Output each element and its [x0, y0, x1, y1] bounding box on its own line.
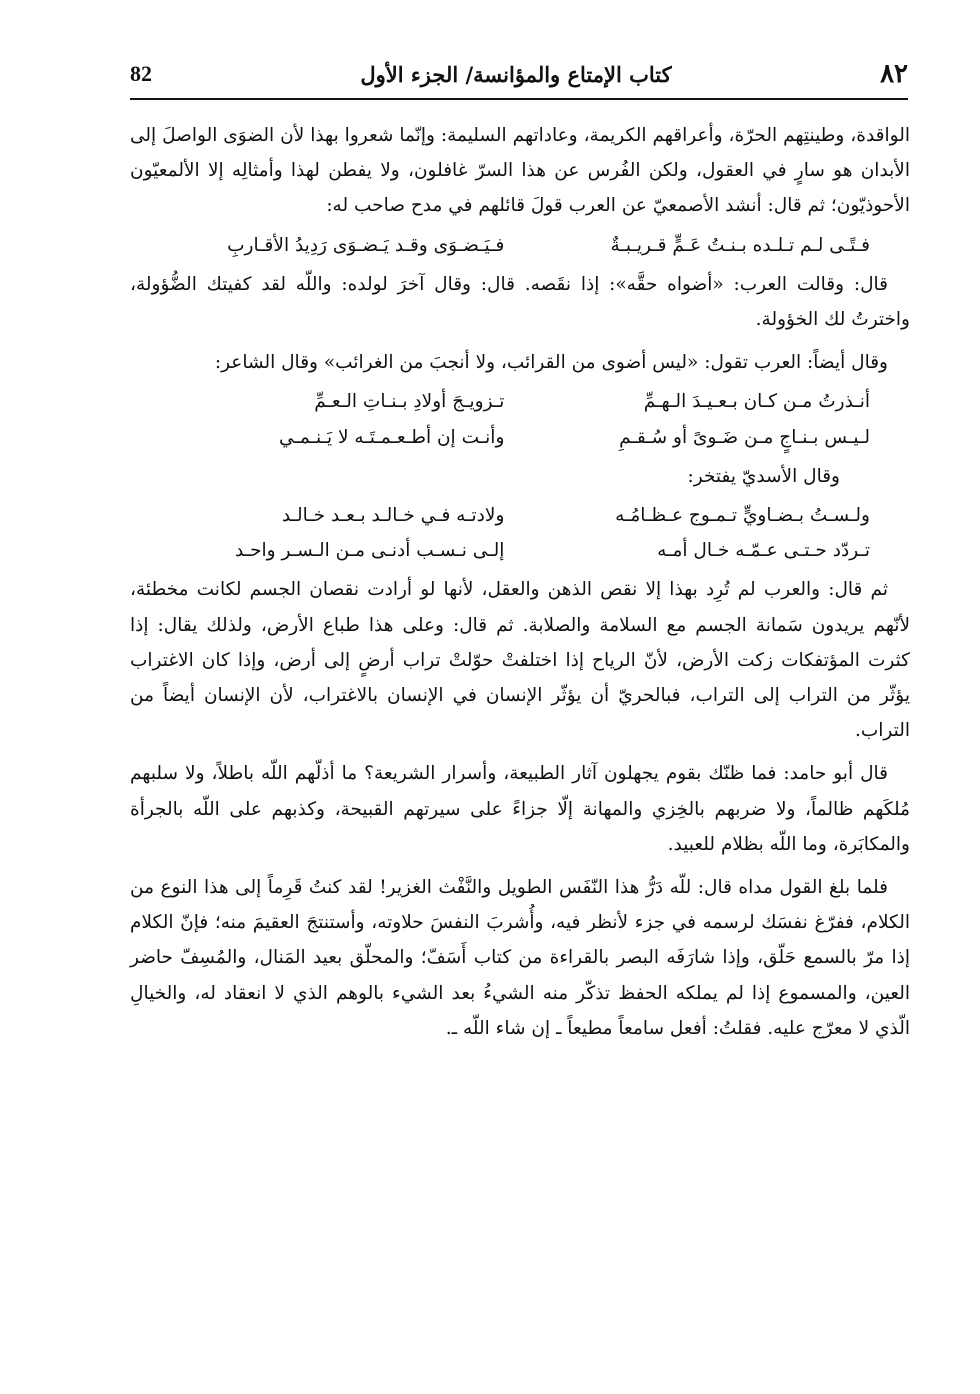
verse-line: [130, 498, 910, 533]
verse-line: [130, 420, 910, 455]
verse-left-hemistich: فـيَـضـوَى وقـد يَـضـوَى رَدِيدُ الأقـاربِ: [227, 234, 505, 256]
paragraph-4: ثم قال: والعرب لم تُرِد بهذا إلا نقص الذهن والعقل، لأنها لو أرادت نقصان الجسم لكانت مخطئة، لأنّهم يريدون سَمانة الجسم مع السلامة والصلابة. ثم قال: وعلى هذا طباع الأرض، ولذلك يقال: إذا كثرت المؤتفكات زكت الأرض، لأنّ الرياح إذا اختلفتْ حوّلتْ تراب أرضٍ إلى أرض، وإذا كان الاغتراب يؤثّر من التراب إلى التراب، فبالحريّ أن يؤثّر الإنسان في الإنسان بالاغتراب، لأن الإنسان أيضاً من التراب.: [130, 579, 910, 742]
running-header: [130, 54, 908, 94]
verse-line: [130, 228, 910, 263]
verse-left-hemistich: إلـى نـسـب أدنـى مـن الـسـر واحـد: [234, 540, 505, 562]
paragraph-6: فلما بلغ القول مداه قال: للّه دَرُّ هذا النّفَس الطويل والنَّفْث الغزير! لقد كنتُ قَرِماً إلى هذا النوع من الكلام، ففرّغ نفسَك لرسمه في جزء لأنظر فيه، وأُشربَ النفسَ حلاوته، وأستنتجَ العقيمَ منه؛ فإنّ الكلام إذا مرّ بالسمع حَلّق، وإذا شارَفَه البصر بالقراءة من كتاب أَسَفّ؛ والمحلّق بعيد المَنال، والمُسِفّ حاضر العين، والمسموع إذا لم يملكه الحفظ تذكّر منه الشيءُ بعد الشيء بالوهم الذي لا انعقاد له، والخيالِ الّذي لا معرّج عليه. فقلتُ: أفعل سامعاً مطيعاً ـ إن شاء اللّه ـ.: [130, 877, 910, 1039]
verse-left-hemistich: ولادتـه فـي خـالـد بـعـد خـالـد: [281, 505, 505, 527]
verse-3-intro: وقال الأسديّ يفتخر:: [687, 465, 840, 487]
verse-right-hemistich: لـيـس بـنـاجٍ مـن ضَـوىً أو سُـقـمِ: [619, 426, 870, 448]
verse-right-hemistich: فـتًـى لـم تـلـده بـنـتُ عَـمٍّ قـريـبـةٌ: [610, 234, 870, 256]
paragraph-5: قال أبو حامد: فما ظنّك بقوم يجهلون آثار الطبيعة، وأسرار الشريعة؟ ما أذلّهم اللّه باطلاً، ولا سلبهم مُلكَهم ظالماً، ولا ضربهم بالخِزي والمهانة إلّا جزاءً على سيرتهم القبيحة، وكذبهم على اللّه بالجرأة والمكابَرة، وما اللّه بظلام للعبيد.: [130, 763, 910, 855]
verse-line: [130, 533, 910, 568]
page-body: [130, 118, 910, 1046]
verse-left-hemistich: وأنـت إن أطـعـمـتَـه لا يَـنـمـي: [279, 426, 505, 448]
verse-right-hemistich: أنـذرتُ مـن كـان بـعـيـدَ الـهـمِّ: [643, 391, 870, 413]
book-title: كتاب الإمتاع والمؤانسة/ الجزء الأول: [360, 61, 672, 87]
verse-2: [130, 384, 910, 454]
verse-right-hemistich: ولـسـتُ بـضـاويٍّ تـمـوج عـظـامُـه: [615, 505, 870, 527]
paragraph-3: وقال أيضاً: العرب تقول: «ليس أضوى من القرائب، ولا أنجبَ من الغرائب» وقال الشاعر:: [214, 352, 888, 374]
verse-3: [130, 498, 910, 568]
page-number: 82: [130, 61, 152, 86]
paragraph-2: قال: وقالت العرب: «أضواه حقَّه»: إذا نقَصه. قال: وقال آخرَ لولده: واللّه لقد كفيتك الضُّؤولة، واخترتُ لك الخؤولة.: [130, 273, 910, 331]
verse-left-hemistich: تـزويـجَ أولادِ بـنـاتِ الـعـمِّ: [314, 391, 505, 413]
verse-right-hemistich: تـردّد حـتـى عـمّـه خـال أمـه: [657, 540, 870, 562]
header-rule: [130, 98, 908, 100]
paragraph-1: الواقدة، وطينتِهم الحرّة، وأعراقهم الكريمة، وعاداتهم السليمة: وإنّما شعروا بهذا لأن الضوَى الواصلَ إلى الأبدان هو سارٍ في العقول، ولكن الفُرس عن هذا السرّ غافلون، ولا يفطن لهذا وأمثالِه إلا الألمعيّون الأحوذيّون؛ ثم قال: أنشد الأصمعيّ عن العرب قولَ قائلهم في مدح صاحب له:: [130, 125, 910, 217]
page-number-arabic: ٨٢: [880, 59, 908, 89]
verse-1: [130, 228, 910, 263]
verse-line: [130, 384, 910, 419]
